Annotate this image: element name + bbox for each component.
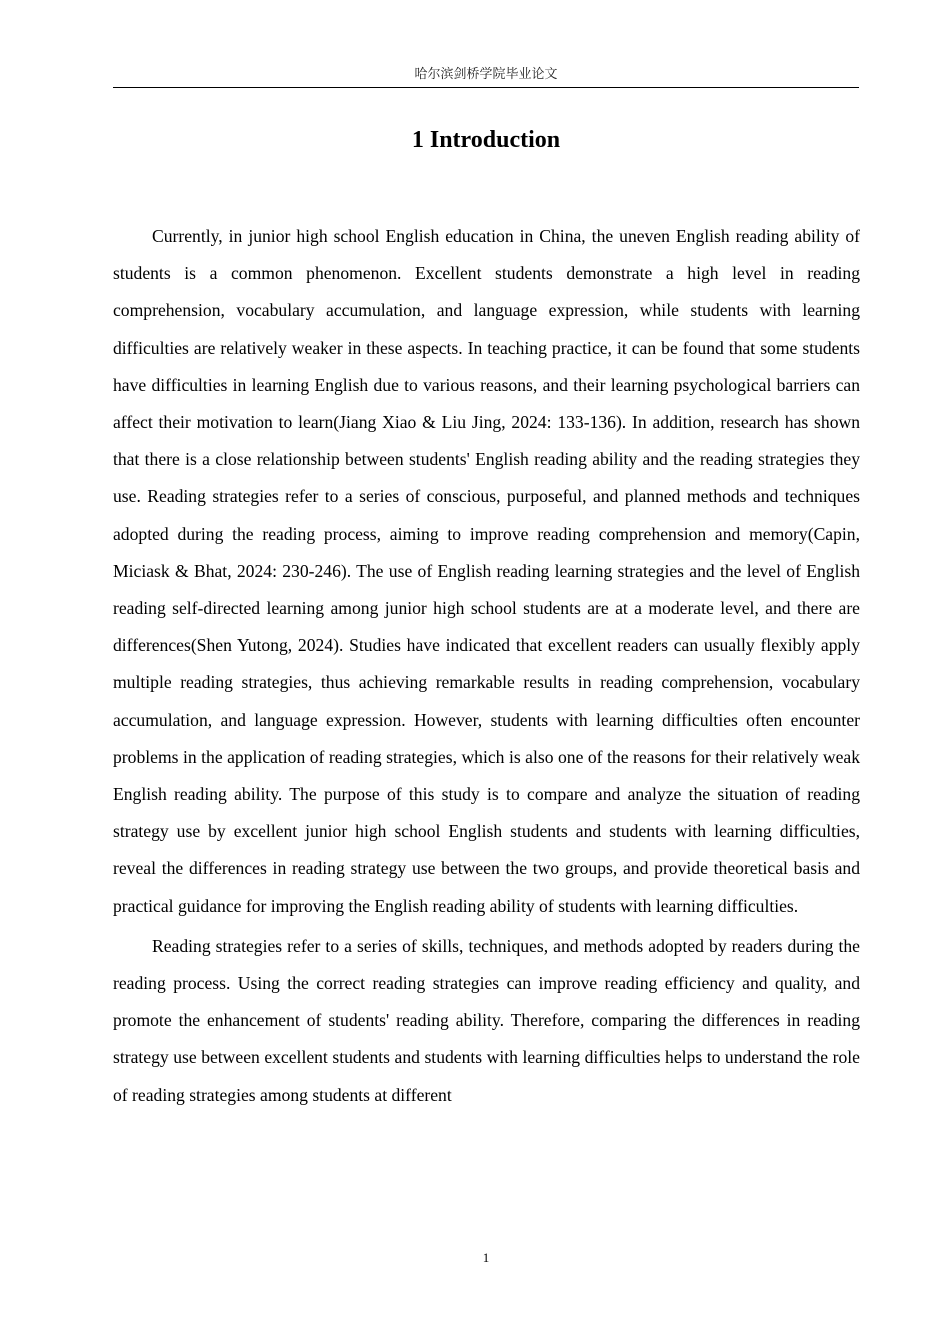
paragraph: Currently, in junior high school English education in China, the uneven English reading ability of students is a common phenomenon. Excellent students demonstrate a high level in reading comprehension, vocabulary accumulation, and language expression, while students with learning difficulties are relatively weaker in these aspects. In teaching practice, it can be found that some students have difficulties in learning English due to various reasons, and their learning psychological barriers can affect their motivation to learn(Jiang Xiao & Liu Jing, 2024: 133-136). In addition, research has shown that there is a close relationship between students' English reading ability and the reading strategies they use. Reading strategies refer to a series of conscious, purposeful, and planned methods and techniques adopted during the reading process, aiming to improve reading comprehension and memory(Capin, Miciask & Bhat, 2024: 230-246). The use of English reading learning strategies and the level of English reading self-directed learning among junior high school students are at a moderate level, and there are differences(Shen Yutong, 2024). Studies have indicated that excellent readers can usually flexibly apply multiple reading strategies, thus achieving remarkable results in reading comprehension, vocabulary accumulation, and language expression. However, students with learning difficulties often encounter problems in the application of reading strategies, which is also one of the reasons for their relatively weak English reading ability. The purpose of this study is to compare and analyze the situation of reading strategy use by excellent junior high school English students and students with learning difficulties, reveal the differences in reading strategy use between the two groups, and provide theoretical basis and practical guidance for improving the English reading ability of students with learning difficulties. (113, 226, 860, 916)
running-header: 哈尔滨剑桥学院毕业论文 (414, 67, 558, 82)
header-divider (113, 87, 859, 88)
body-text (113, 218, 860, 1114)
chapter-title: 1 Introduction (411, 127, 561, 153)
paragraph: Reading strategies refer to a series of skills, techniques, and methods adopted by readers during the reading process. Using the correct reading strategies can improve reading efficiency and quality, and promote the enhancement of students' reading ability. Therefore, comparing the differences in reading strategy use between excellent students and students with learning difficulties helps to understand the role of reading strategies among students at different (113, 935, 860, 1105)
page-number: 1 (482, 1250, 490, 1265)
